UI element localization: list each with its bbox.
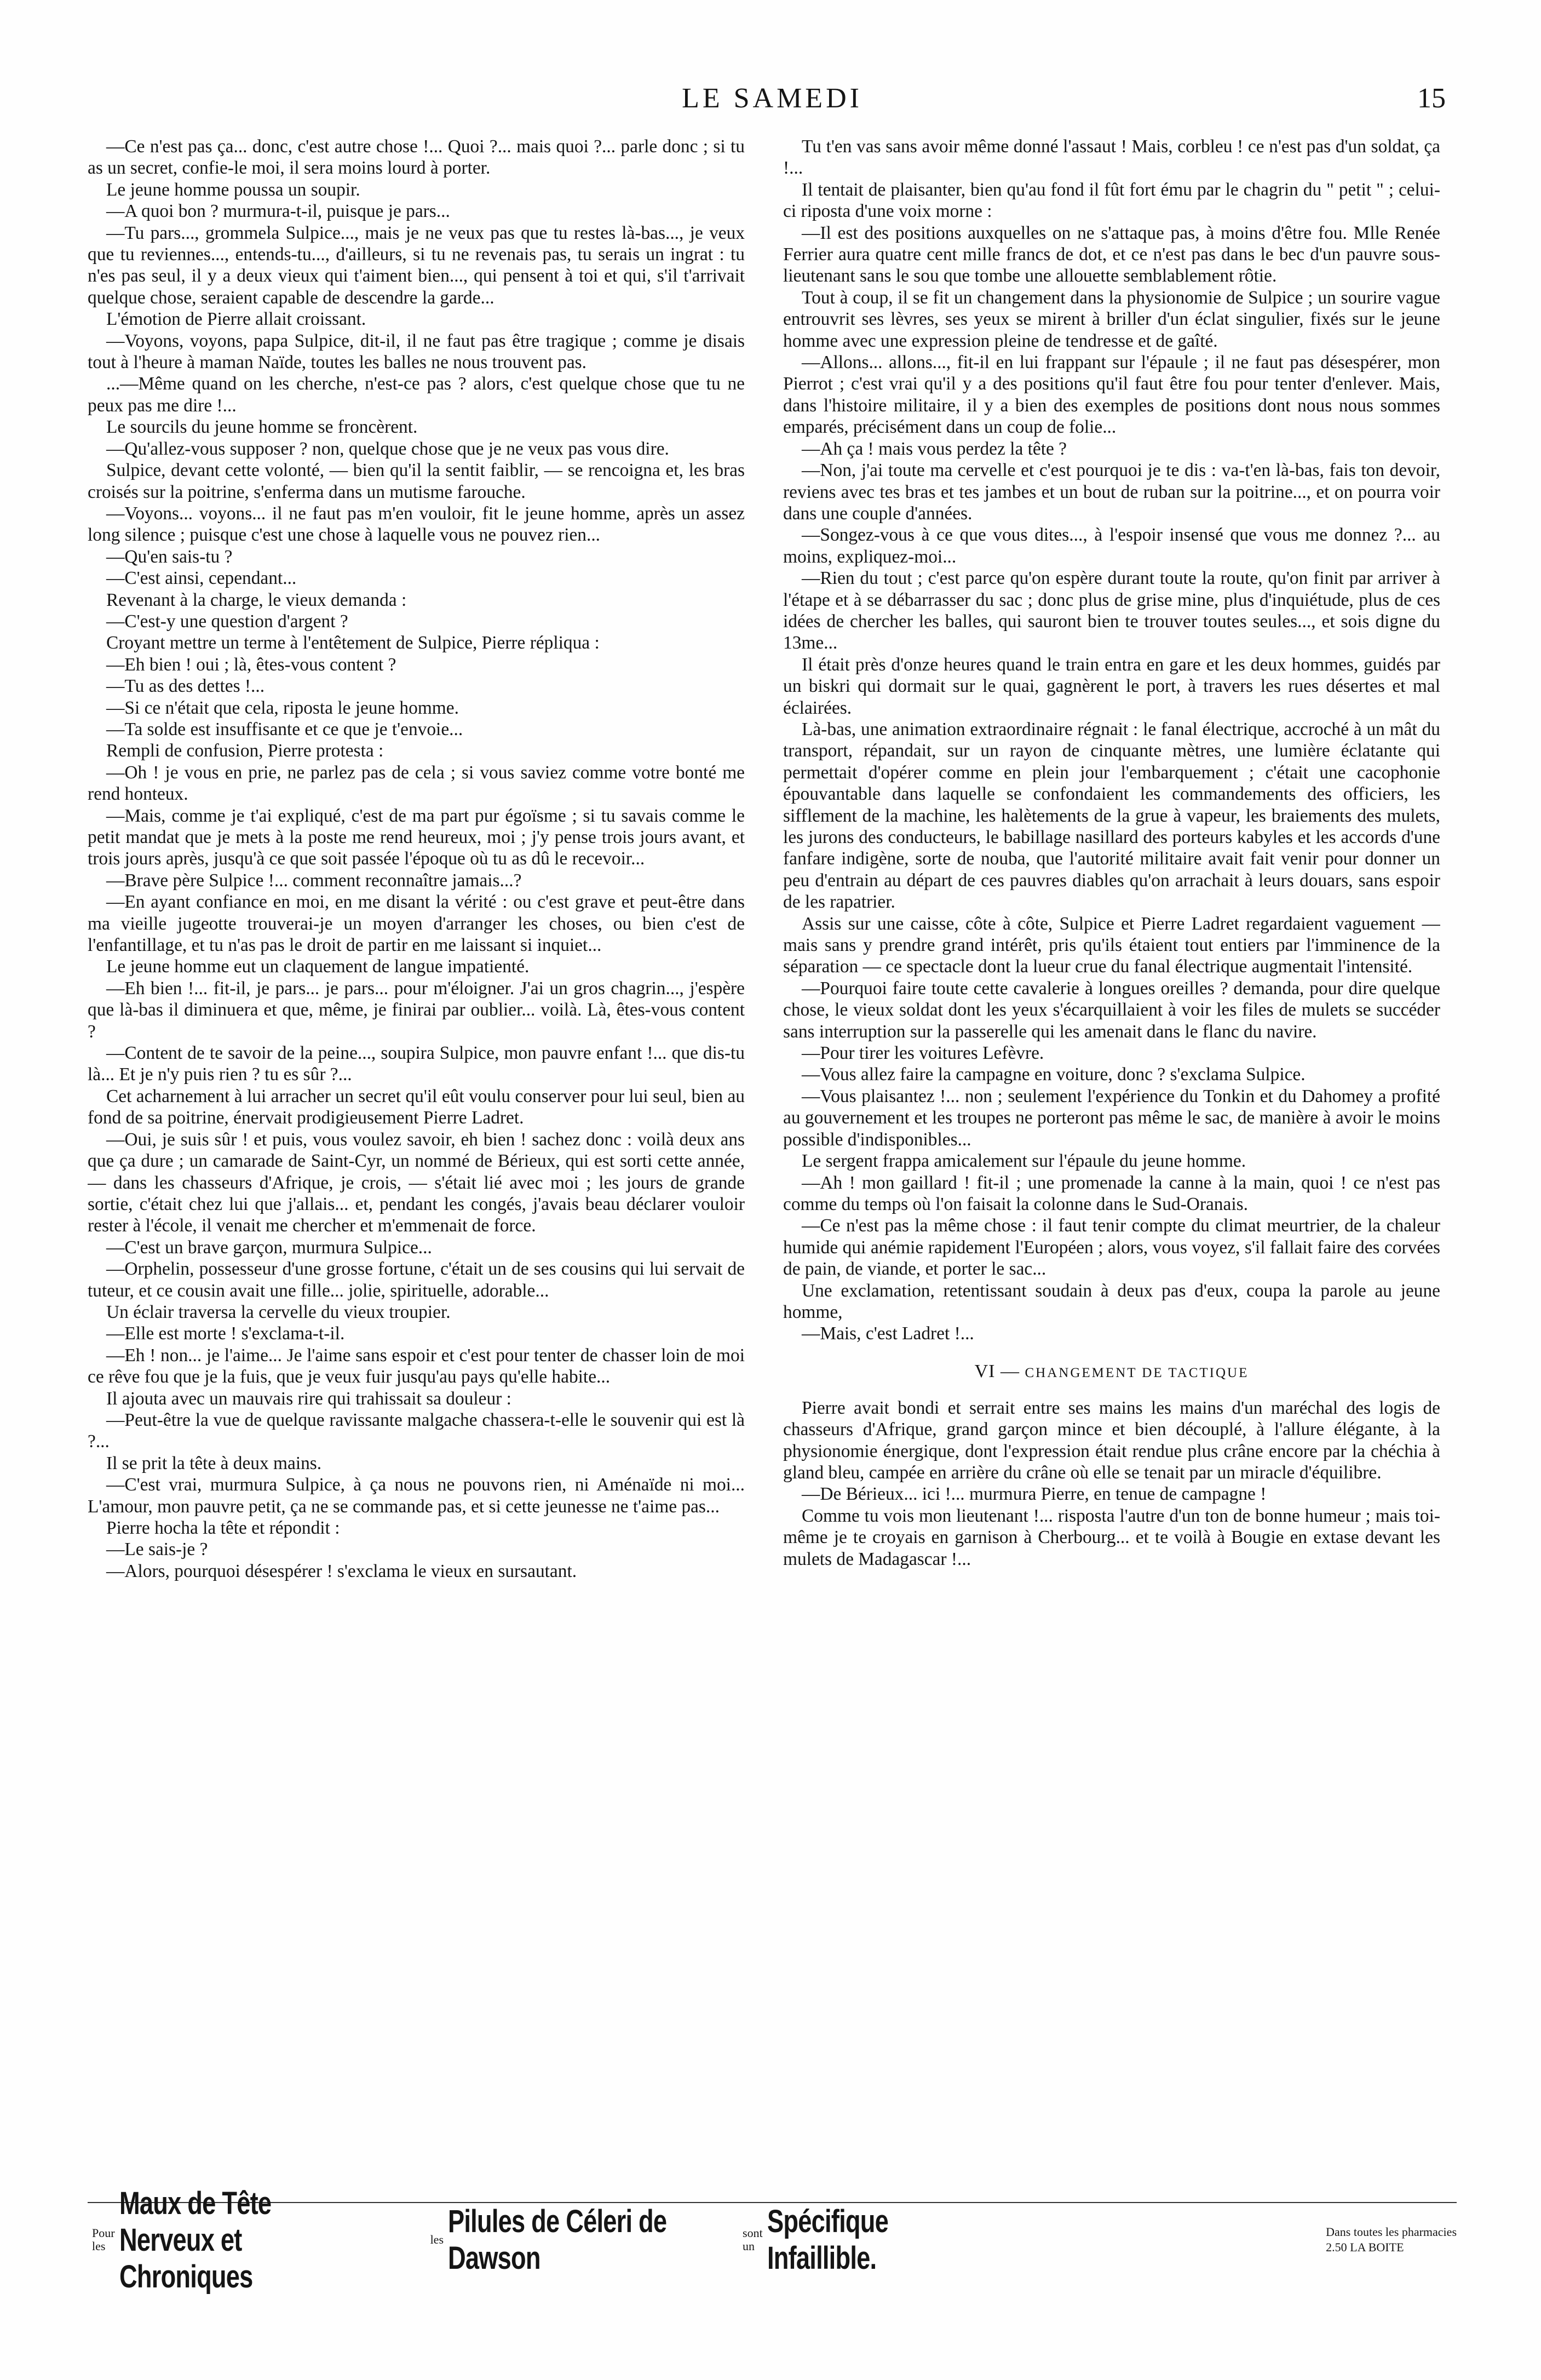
paragraph: Pierre avait bondi et serrait entre ses mains les mains d'un maréchal des logis de chasseurs d'Afrique, grand garçon mince et bien découplé, à l'allure élégante, à la physionomie énergique, dont l'expression était rendue plus crâne encore par la chéchia à gland bleu, campée en arrière du crâne où elle se tenait par un miracle d'équilibre. bbox=[783, 1397, 1440, 1483]
paragraph: —Vous plaisantez !... non ; seulement l'expérience du Tonkin et du Dahomey a profité au gouvernement et les troupes ne porteront pas même le sac, de manière à avoir le moins possible d'indisponibles... bbox=[783, 1086, 1440, 1150]
right-column bbox=[783, 136, 1440, 2184]
paragraph: —Qu'allez-vous supposer ? non, quelque chose que je ne veux pas vous dire. bbox=[106, 438, 669, 459]
paragraph: —Ce n'est pas la même chose : il faut tenir compte du climat meurtrier, de la chaleur humide qui anémie rapidement l'Européen ; alors, vous voyez, s'il fallait faire des corvées de pain, de viande, et porter le sac... bbox=[783, 1215, 1440, 1280]
paragraph: —En ayant confiance en moi, en me disant la vérité : ou c'est grave et peut-être dans ma vieille jugeotte trouverai-je un moyen d'arranger les choses, ou bien c'est de l'enfantillage, et tu n'as pas le droit de partir en me laissant si inquiet... bbox=[88, 892, 745, 956]
paragraph: —Mais, comme je t'ai expliqué, c'est de ma part pur égoïsme ; si tu savais comme le petit mandat que je mets à la poste me rend heureux, moi ; j'y pense trois jours avant, et trois jours après, jusqu'à ce que soit passée l'époque où tu as dû le recevoir... bbox=[88, 805, 745, 869]
paragraph: —Songez-vous à ce que vous dites..., à l'espoir insensé que vous me donnez ?... au moins, expliquez-moi... bbox=[783, 525, 1440, 567]
paragraph: —Eh ! non... je l'aime... Je l'aime sans espoir et c'est pour tenter de chasser loin de moi ce rêve fou que je la fuis, que je veux fuir jusqu'au pays qu'elle habite... bbox=[88, 1345, 745, 1387]
paragraph: —Eh bien !... fit-il, je pars... je pars... pour m'éloigner. J'ai un gros chagrin..., j'espère que là-bas il diminuera et que, même, je finirai par oublier... voilà. Là, êtes-vous content ? bbox=[88, 978, 745, 1042]
ad-part3-wrap bbox=[767, 2203, 997, 2276]
paragraph: Une exclamation, retentissant soudain à deux pas d'eux, coupa la parole au jeune homme, bbox=[783, 1280, 1440, 1322]
paragraph: Il se prit la tête à deux mains. bbox=[106, 1453, 322, 1473]
chapter-heading bbox=[783, 1361, 1440, 1382]
ad-headline-ailment: Maux de Tête Nerveux et Chroniques bbox=[119, 2185, 271, 2295]
paragraph: —De Bérieux... ici !... murmura Pierre, en tenue de campagne ! bbox=[802, 1484, 1267, 1505]
paragraph: —C'est-y une question d'argent ? bbox=[106, 611, 348, 632]
paragraph: Cet acharnement à lui arracher un secret qu'il eût voulu conserver pour lui seul, bien au fond de sa poitrine, énervait prodigieusement Pierre Ladret. bbox=[88, 1086, 745, 1128]
paragraph: —Voyons... voyons... il ne faut pas m'en vouloir, fit le jeune homme, après un assez long silence ; puisque c'est une chose à laquelle vous ne pouvez rien... bbox=[88, 503, 745, 546]
text-columns bbox=[88, 136, 1440, 2184]
paragraph: —C'est vrai, murmura Sulpice, à ça nous ne pouvons rien, ni Aménaïde ni moi... L'amour, mon pauvre petit, ça ne se commande pas, et si cette jeunesse ne t'aime pas... bbox=[88, 1475, 745, 1517]
paragraph: —Si ce n'était que cela, riposta le jeune homme. bbox=[106, 697, 459, 718]
paragraph: Un éclair traversa la cervelle du vieux troupier. bbox=[106, 1301, 451, 1322]
paragraph: —Allons... allons..., fit-il en lui frappant sur l'épaule ; il ne faut pas désespérer, mon Pierrot ; c'est vrai qu'il y a des positions qu'il faut être fou pour tenter d'enlever. Mais, dans l'histoire militaire, il y a bien des exemples de positions dont nous nous sommes emparés, précisément dans un coup de folie... bbox=[783, 352, 1440, 438]
paragraph: Le jeune homme poussa un soupir. bbox=[106, 179, 360, 200]
ad-part1-wrap bbox=[119, 2185, 426, 2295]
chapter-number: VI — bbox=[974, 1361, 1020, 1381]
paragraph: —Content de te savoir de la peine..., soupira Sulpice, mon pauvre enfant !... que dis-tu là... Et je n'y puis rien ? tu es sûr ?... bbox=[88, 1043, 745, 1085]
right-column-text-after-heading bbox=[783, 1397, 1440, 1570]
ad-side-note bbox=[1326, 2224, 1457, 2255]
paragraph: —Il est des positions auxquelles on ne s'attaque pas, à moins d'être fou. Mlle Renée Ferrier aura quatre cent mille francs de dot, et ce n'est pas dans le bec d'un pauvre sous-lieutenant sans le sou que tombe une allouette semblablement rôtie. bbox=[783, 222, 1440, 286]
paragraph: —Orphelin, possesseur d'une grosse fortune, c'était un de ses cousins qui lui servait de tuteur, et ce cousin avait une fille... jolie, spirituelle, adorable... bbox=[88, 1259, 745, 1301]
paragraph: —Oh ! je vous en prie, ne parlez pas de cela ; si vous saviez comme votre bonté me rend honteux. bbox=[88, 762, 745, 805]
ad-part2-wrap bbox=[448, 2203, 738, 2276]
ad-word-pour: Pour bbox=[92, 2226, 115, 2240]
paragraph: —Oui, je suis sûr ! et puis, vous voulez savoir, eh bien ! sachez donc : voilà deux ans que ça dure ; un camarade de Saint-Cyr, un nommé de Bérieux, qui est sorti cette année, — dans les chasseurs d'Afrique, je crois, — s'était lié avec moi ; les jours de grande sortie, c'était chez lui que j'allais... et, pendant les congés, j'avais beau déclarer vouloir rester à l'école, il venait me chercher et m'emmenait de force. bbox=[88, 1129, 745, 1236]
paragraph: —Ah ça ! mais vous perdez la tête ? bbox=[802, 438, 1067, 459]
paragraph: —Alors, pourquoi désespérer ! s'exclama le vieux en sursautant. bbox=[106, 1561, 577, 1581]
paragraph: Comme tu vois mon lieutenant !... risposta l'autre d'un ton de bonne humeur ; mais toi-même je te croyais en garnison à Cherbourg... et te voilà à Bougie en extase devant les mulets de Madagascar !... bbox=[783, 1505, 1440, 1569]
paragraph: —Brave père Sulpice !... comment reconnaître jamais...? bbox=[106, 870, 522, 891]
ad-word-un: un bbox=[743, 2239, 755, 2253]
paragraph: Sulpice, devant cette volonté, — bien qu'il la sentit faiblir, — se rencoigna et, les bras croisés sur la poitrine, s'enferma dans un mutisme farouche. bbox=[88, 460, 745, 502]
paragraph: —Le sais-je ? bbox=[106, 1539, 208, 1560]
paragraph: Il ajouta avec un mauvais rire qui trahissait sa douleur : bbox=[106, 1388, 511, 1409]
running-title: LE SAMEDI bbox=[682, 83, 863, 114]
page-number: 15 bbox=[1417, 83, 1446, 114]
left-column bbox=[88, 136, 745, 2184]
paragraph: Croyant mettre un terme à l'entêtement de Sulpice, Pierre répliqua : bbox=[106, 633, 600, 653]
ad-side-pharmacies: Dans toutes les pharmacies bbox=[1326, 2225, 1457, 2239]
paragraph: —C'est un brave garçon, murmura Sulpice... bbox=[106, 1237, 432, 1258]
paragraph: Il était près d'onze heures quand le train entra en gare et les deux hommes, guidés par un biskri qui dormait sur le quai, gagnèrent le port, à travers les rues désertes et mal éclairées. bbox=[783, 654, 1440, 718]
ad-word-les-2: les bbox=[430, 2233, 444, 2246]
paragraph: —Mais, c'est Ladret !... bbox=[802, 1323, 974, 1344]
paragraph: —Voyons, voyons, papa Sulpice, dit-il, il ne faut pas être tragique ; comme je disais tout à l'heure à maman Naïde, toutes les balles ne nous trouvent pas. bbox=[88, 330, 745, 373]
paragraph: —A quoi bon ? murmura-t-il, puisque je pars... bbox=[106, 201, 450, 222]
ad-headline-claim: Spécifique Infaillible. bbox=[767, 2204, 888, 2276]
paragraph: —Vous allez faire la campagne en voiture, donc ? s'exclama Sulpice. bbox=[802, 1064, 1306, 1085]
ad-side-price: 2.50 LA BOITE bbox=[1326, 2240, 1404, 2254]
paragraph: —Pourquoi faire toute cette cavalerie à longues oreilles ? demanda, pour dire quelque chose, le vieux soldat dont les yeux s'écarquillaient à voir les files de mulets se succéder sans interruption sur la passerelle qui les amenait dans le flanc du navire. bbox=[783, 978, 1440, 1042]
right-column-text-before-heading bbox=[783, 136, 1440, 1345]
paragraph: Il tentait de plaisanter, bien qu'au fond il fût fort ému par le chagrin du " petit " ; celui-ci riposta d'une voix morne : bbox=[783, 179, 1440, 222]
paragraph: Revenant à la charge, le vieux demanda : bbox=[106, 589, 407, 610]
ad-word-sont: sont bbox=[743, 2226, 763, 2240]
paragraph: Tu t'en vas sans avoir même donné l'assaut ! Mais, corbleu ! ce n'est pas d'un soldat, ça !... bbox=[783, 136, 1440, 179]
ad-les bbox=[430, 2233, 444, 2246]
paragraph: Assis sur une caisse, côte à côte, Sulpice et Pierre Ladret regardaient vaguement — mais sans y prendre grand intérêt, pris qu'ils étaient tout entiers par l'imminence de la séparation — ce spectacle dont la lueur crue du fanal électrique augmentait l'intensité. bbox=[783, 913, 1440, 977]
paragraph: Le jeune homme eut un claquement de langue impatienté. bbox=[106, 956, 530, 977]
paragraph: Le sergent frappa amicalement sur l'épaule du jeune homme. bbox=[802, 1151, 1246, 1172]
paragraph: ...—Même quand on les cherche, n'est-ce pas ? alors, c'est quelque chose que tu ne peux pas me dire !... bbox=[88, 374, 745, 416]
paragraph: L'émotion de Pierre allait croissant. bbox=[106, 309, 366, 330]
ad-word-les: les bbox=[92, 2239, 106, 2253]
ad-headline-product: Pilules de Céleri de Dawson bbox=[448, 2204, 667, 2276]
paragraph: —Elle est morte ! s'exclama-t-il. bbox=[106, 1323, 345, 1344]
paragraph: Rempli de confusion, Pierre protesta : bbox=[106, 741, 384, 761]
paragraph: —Ce n'est pas ça... donc, c'est autre chose !... Quoi ?... mais quoi ?... parle donc ; si tu as un secret, confie-le moi, il sera moins lourd à porter. bbox=[88, 136, 745, 179]
ad-sont-un bbox=[743, 2227, 763, 2253]
paragraph: —Non, j'ai toute ma cervelle et c'est pourquoi je te dis : va-t'en là-bas, fais ton devoir, reviens avec tes bras et tes jambes et un bout de ruban sur la poitrine..., et on pourra voir dans une couple d'années. bbox=[783, 460, 1440, 524]
chapter-title: CHANGEMENT DE TACTIQUE bbox=[1025, 1365, 1249, 1380]
paragraph: —Qu'en sais-tu ? bbox=[106, 546, 233, 567]
paragraph: —Tu pars..., grommela Sulpice..., mais je ne veux pas que tu restes là-bas..., je veux que tu reviennes..., entends-tu..., d'ailleurs, si tu ne revenais pas, tu serais un ingrat : tu n'es pas seul, il y a deux vieux qui t'aiment bien..., qui pensent à toi et qui, s'il t'arrivait quelque chose, seraient capable de descendre la garde... bbox=[88, 222, 745, 308]
paragraph: Là-bas, une animation extraordinaire régnait : le fanal électrique, accroché à un mât du transport, répandait, sur un rayon de cinquante mètres, une lumière éclatante qui permettait d'opérer comme en plein jour l'embarquement ; c'était une cacophonie épouvantable dans laquelle se confondaient les commandements des officiers, les sifflement de la machine, les halètements de la grue à vapeur, les braiements des mulets, les jurons des conducteurs, le babillage nasillard des porteurs kabyles et les accords d'une fanfare indigène, sorte de nouba, que l'autorité militaire avait fait venir pour donner un peu d'entrain au départ de ces pauvres diables qu'on arrachait à leurs douars, sans espoir de les rapatrier. bbox=[783, 719, 1440, 913]
paragraph: —Rien du tout ; c'est parce qu'on espère durant toute la route, qu'on finit par arriver à l'étape et à se débarrasser du sac ; donc plus de grise mine, plus d'inquiétude, plus de ces idées de chercher les balles, qui sauront bien te trouver toutes seules..., et sois digne du 13me... bbox=[783, 568, 1440, 653]
advertisement-banner bbox=[88, 2185, 1457, 2295]
page-header bbox=[99, 82, 1446, 126]
paragraph: —Pour tirer les voitures Lefèvre. bbox=[802, 1043, 1044, 1064]
paragraph: —Eh bien ! oui ; là, êtes-vous content ? bbox=[106, 654, 396, 675]
paragraph: Pierre hocha la tête et répondit : bbox=[106, 1518, 340, 1538]
paragraph: —Tu as des dettes !... bbox=[106, 676, 265, 697]
paragraph: —Ta solde est insuffisante et ce que je t'envoie... bbox=[106, 719, 463, 739]
ad-pour-les bbox=[92, 2227, 115, 2253]
paragraph: —Ah ! mon gaillard ! fit-il ; une promenade la canne à la main, quoi ! ce n'est pas comme du temps où l'on faisait la colonne dans le Sud-Oranais. bbox=[783, 1172, 1440, 1214]
paragraph: Le sourcils du jeune homme se froncèrent. bbox=[106, 417, 418, 438]
paragraph: —C'est ainsi, cependant... bbox=[106, 568, 297, 589]
paragraph: Tout à coup, il se fit un changement dans la physionomie de Sulpice ; un sourire vague entrouvrit ses lèvres, ses yeux se mirent à briller d'un éclat singulier, fixés sur le jeune homme avec une expression pleine de tendresse et de gaîté. bbox=[783, 287, 1440, 351]
paragraph: —Peut-être la vue de quelque ravissante malgache chassera-t-elle le souvenir qui est là ?... bbox=[88, 1409, 745, 1452]
